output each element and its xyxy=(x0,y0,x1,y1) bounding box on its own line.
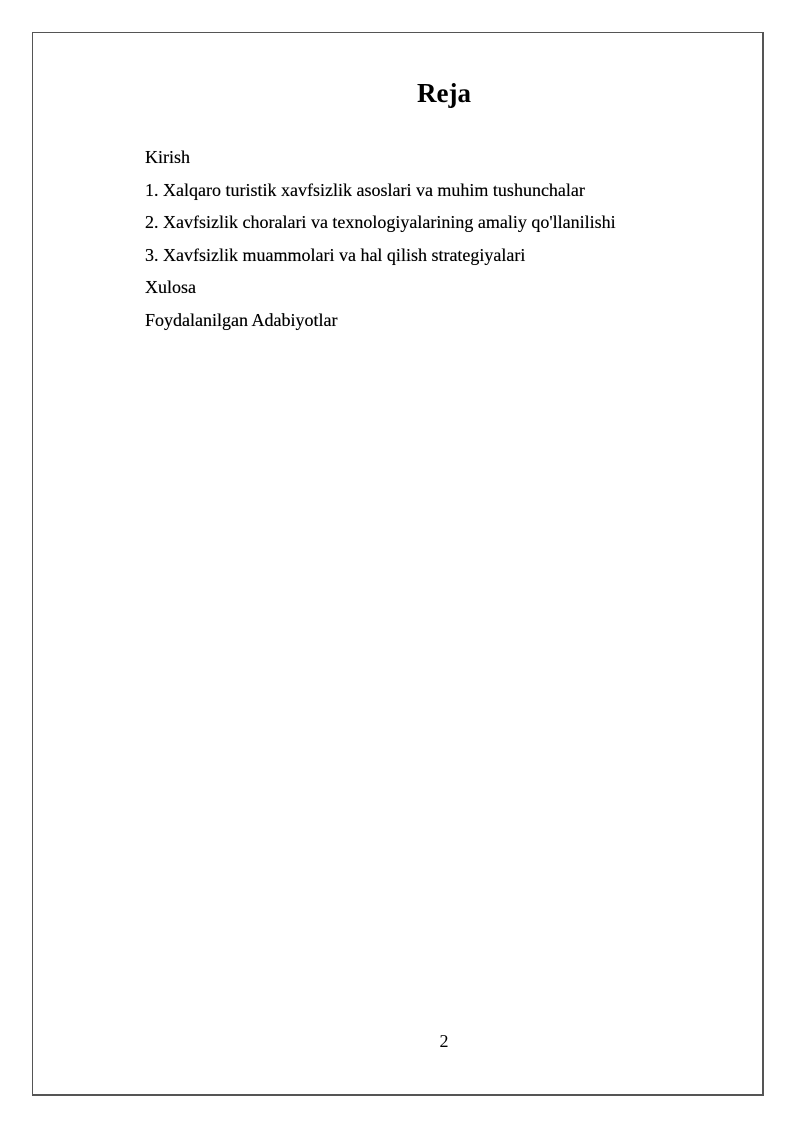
toc-item-references: Foydalanilgan Adabiyotlar xyxy=(145,309,338,330)
table-of-contents xyxy=(145,146,616,341)
toc-item-chapter-2: 2. Xavfsizlik choralari va texnologiyalarining amaliy qo'llanilishi xyxy=(145,212,616,232)
toc-item-chapter-3: 3. Xavfsizlik muammolari va hal qilish strategiyalari xyxy=(145,244,526,265)
toc-item-conclusion: Xulosa xyxy=(145,277,196,297)
page-number: 2 xyxy=(439,1031,449,1051)
toc-item-chapter-1: 1. Xalqaro turistik xavfsizlik asoslari va muhim tushunchalar xyxy=(145,179,585,200)
page-title: Reja xyxy=(417,78,471,108)
toc-item-introduction: Kirish xyxy=(145,147,190,167)
